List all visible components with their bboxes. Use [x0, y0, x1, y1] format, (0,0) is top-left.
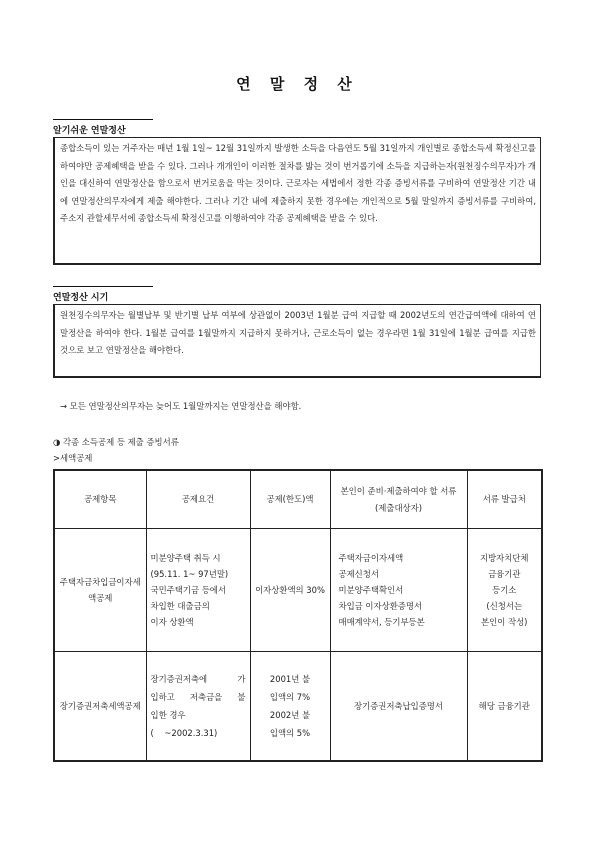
header-condition: 공제요건 [146, 470, 250, 529]
issuer-line: 지방자치단체 [479, 553, 529, 563]
issuer-line: 등기소 [492, 585, 517, 595]
table-row [54, 529, 542, 652]
limit-line: 2002년 불 [269, 710, 311, 720]
condition-line: 이자 상환액 [150, 617, 194, 627]
item-text: 장기증권저축세액공제 [59, 701, 141, 711]
issuer-line: 본인이 작성) [481, 617, 528, 627]
condition-line: 장기증권저축에 가 [150, 674, 246, 684]
condition-line: 입하고 저축금을 불 [150, 692, 246, 702]
issuer-text: 해당 금융기관 [478, 701, 530, 711]
condition-line: (95.11. 1~ 97년말) [150, 569, 229, 579]
document-line: 주택자금이자세액 [338, 553, 404, 563]
condition-line: 국민주택기금 등에서 [150, 585, 226, 595]
section-heading-settlement-period: 연말정산 시기 [53, 293, 109, 303]
section-divider [53, 286, 153, 287]
document-line: 차입금 이자상환증명서 [338, 601, 423, 611]
cell-condition [146, 529, 250, 652]
cell-item [54, 652, 146, 762]
easy-settlement-paragraph: 종합소득이 있는 거주자는 매년 1월 1일~ 12월 31일까지 발생한 소득을 다음연도 5월 31일까지 개인별로 종합소득세 확정신고를 하여야만 공제혜택을 받을 수 있다. 그러나 개개인이 이러한 절차를 밟는 것이 번거롭기에 소득을 지급하는자(원천징수의무자)가 개인을 대신하여 연말정산을 함으로서 번거로움을 막는 것이다. 근로자는 세법에서 정한 각종 증빙서류를 구비하여 연말정산 기간 내에 연말정산의무자에게 제출 해야한다. 그러나 기간 내에 제출하지 못한 경우에는 개인적으로 5월 말일까지 증빙서류를 구비하여, 주소지 관할세무서에 종합소득세 확정신고를 이행하여야 각종 공제혜택을 받을 수 있다. [60, 143, 536, 223]
page-title: 연 말 정 산 [236, 75, 359, 93]
document-line: 미분양주택확인서 [338, 585, 404, 595]
header-item: 공제항목 [54, 470, 146, 529]
header-limit: 공제(한도)액 [250, 470, 330, 529]
deadline-note: → 모든 연말정산의무자는 늦어도 1월말까지는 연말정산을 해야함. [60, 401, 302, 411]
header-issuer: 서류 발급처 [467, 470, 542, 529]
limit-text: 이자상환액의 30% [255, 585, 325, 595]
condition-line: ( ~2002.3.31) [150, 728, 218, 738]
cell-condition [146, 652, 250, 762]
table-row [54, 652, 542, 762]
cell-documents [330, 529, 467, 652]
issuer-line: 금융기관 [488, 569, 521, 579]
item-text: 주택자금차입금이자세액공제 [59, 577, 141, 603]
easy-settlement-box [53, 137, 541, 265]
cell-limit [250, 652, 330, 762]
limit-line: 입액의 5% [269, 728, 311, 738]
document-line: 매매계약서, 등기부등본 [338, 617, 425, 627]
documents-heading: ◑ 각종 소득공제 등 제출 증빙서류 [53, 437, 179, 447]
cell-item [54, 529, 146, 652]
section-divider [53, 119, 153, 120]
document-text: 장기증권저축납입증명서 [354, 701, 443, 711]
settlement-period-box [53, 304, 541, 378]
limit-line: 입액의 7% [269, 692, 311, 702]
condition-line: 미분양주택 취득 시 [150, 553, 221, 563]
section-heading-easy-settlement: 알기쉬운 연말정산 [53, 126, 126, 136]
cell-documents [330, 652, 467, 762]
cell-issuer [467, 652, 542, 762]
limit-line: 2001년 불 [269, 674, 311, 684]
tax-credit-label: >세액공제 [53, 453, 93, 463]
condition-line: 입한 경우 [150, 710, 186, 720]
issuer-line: (신청서는 [486, 601, 523, 611]
tax-credit-table [53, 469, 543, 762]
table-header-row [54, 470, 542, 529]
header-documents: 본인이 준비·제출하여야 할 서류 (제출대상자) [330, 470, 467, 529]
cell-issuer [467, 529, 542, 652]
cell-limit [250, 529, 330, 652]
settlement-period-paragraph: 원천징수의무자는 월별납부 및 반기별 납부 여부에 상관없이 2003년 1월분 급여 지급할 때 2002년도의 연간급여액에 대하여 연말정산을 하여야 한다. 1월분 급여를 1월말까지 지급하지 못하거나, 근로소득이 없는 경우라면 1월 31일에 1월분 급여를 지급한 것으로 보고 연말정산을 해야한다. [60, 310, 536, 355]
condition-line: 차입한 대출금의 [150, 601, 210, 611]
document-line: 공제신청서 [338, 569, 379, 579]
